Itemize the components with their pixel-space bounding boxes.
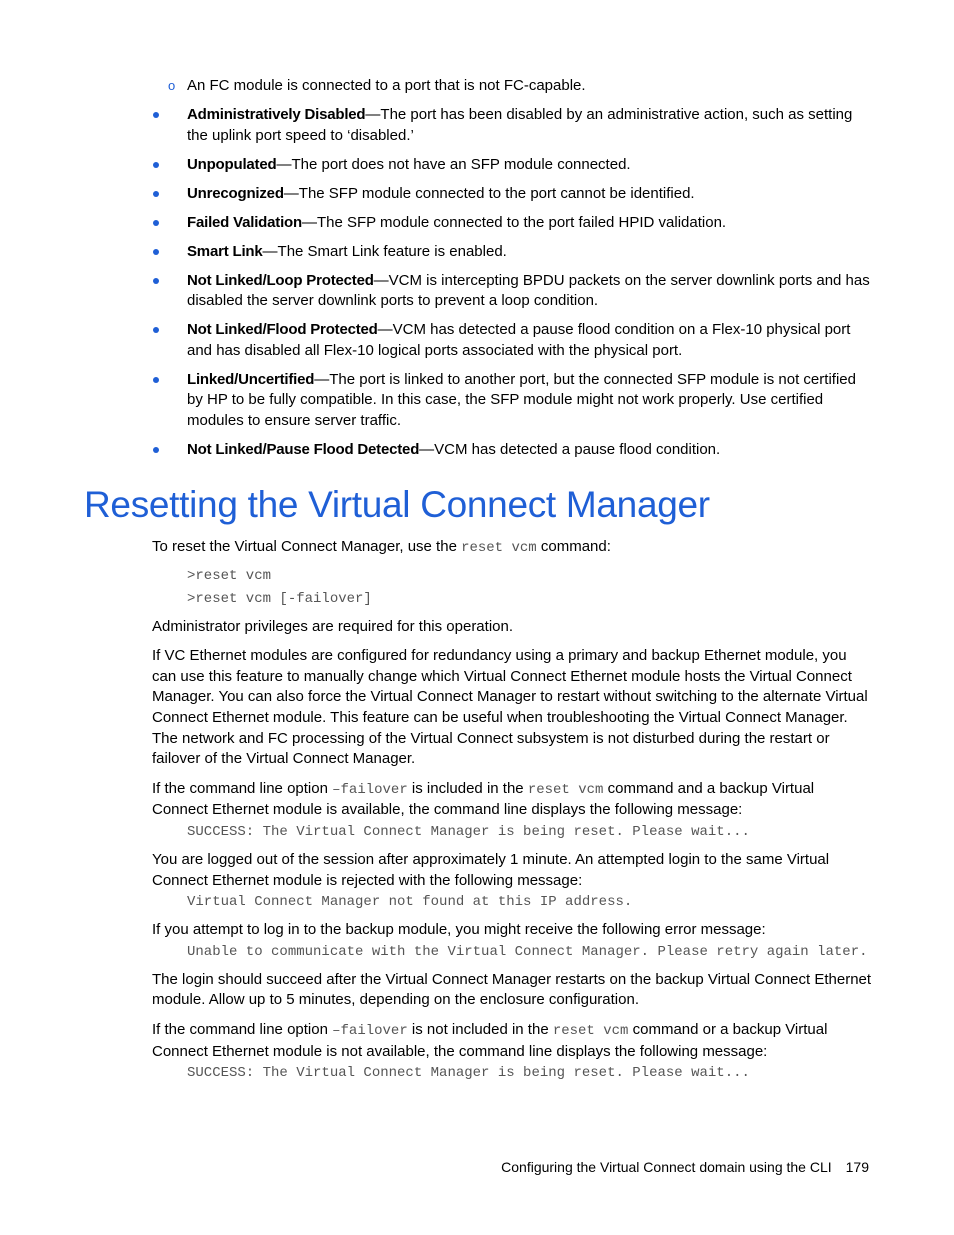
list-item-term: Not Linked/Pause Flood Detected xyxy=(187,440,420,458)
list-item xyxy=(187,184,871,205)
list-item-term: Smart Link xyxy=(187,242,263,260)
paragraph-logout: You are logged out of the session after approximately 1 minute. An attempted login to the same Virtual Connect Ethernet module is rejected with the following message: xyxy=(152,850,830,889)
bullet-icon xyxy=(153,191,159,197)
text-run: is included in the xyxy=(407,779,528,797)
list-item-term: Administratively Disabled xyxy=(187,106,366,123)
paragraph-backup-login: If you attempt to log in to the backup module, you might receive the following error message: xyxy=(152,921,766,939)
list-item xyxy=(187,105,871,146)
page-footer xyxy=(501,1157,869,1177)
list-item-term: Unrecognized xyxy=(187,184,284,202)
circle-bullet-icon: o xyxy=(168,78,176,93)
list-item-text: —The port has been disabled by an administrative action, such as setting the uplink port speed to ‘disabled.’ xyxy=(187,106,853,144)
paragraph-intro xyxy=(152,537,872,559)
bullet-icon xyxy=(153,220,159,226)
paragraph-login-succeed: The login should succeed after the Virtual Connect Manager restarts on the backup Virtual Connect Ethernet module. Allow up to 5 minutes, depending on the enclosure configuration. xyxy=(152,970,872,1009)
paragraph-no-failover xyxy=(152,1020,872,1062)
inline-code: –failover xyxy=(332,781,408,798)
inline-code: –failover xyxy=(332,1022,408,1039)
section-body xyxy=(152,537,872,1091)
list-item-term: Failed Validation xyxy=(187,213,302,231)
inline-code: reset vcm xyxy=(461,540,537,556)
code-line: >reset vcm [-failover] xyxy=(187,590,372,607)
list-item xyxy=(187,370,871,432)
bullet-icon xyxy=(153,162,159,168)
list-item-text: —The Smart Link feature is enabled. xyxy=(262,242,507,260)
list-item-term: Unpopulated xyxy=(187,155,277,173)
list-item xyxy=(187,213,871,234)
list-item-term: Linked/Uncertified xyxy=(187,370,315,388)
code-message: SUCCESS: The Virtual Connect Manager is being reset. Please wait... xyxy=(187,823,750,840)
code-message: Virtual Connect Manager not found at this IP address. xyxy=(187,894,633,911)
bullet-icon xyxy=(153,112,159,118)
list-item xyxy=(187,155,871,176)
code-message: SUCCESS: The Virtual Connect Manager is being reset. Please wait... xyxy=(187,1065,750,1082)
list-item-text: —VCM is intercepting BPDU packets on the server downlink ports and has disabled the server downlink ports to prevent a loop condition. xyxy=(187,271,870,309)
bullet-icon xyxy=(153,447,159,453)
section-heading: Resetting the Virtual Connect Manager xyxy=(84,484,710,525)
footer-title: Configuring the Virtual Connect domain using the CLI xyxy=(501,1159,832,1175)
text-run: command or a backup Virtual Connect Ethernet module is not available, the command line displays the following message: xyxy=(152,1020,828,1060)
list-item-text: —VCM has detected a pause flood condition on a Flex-10 physical port and has disabled all Flex-10 logical ports associated with the physical port. xyxy=(187,321,851,359)
list-item xyxy=(187,271,871,312)
paragraph-privileges: Administrator privileges are required for this operation. xyxy=(152,617,514,635)
list-item-term: Not Linked/Loop Protected xyxy=(187,271,374,289)
list-item-text: —The SFP module connected to the port cannot be identified. xyxy=(283,184,695,202)
list-item xyxy=(187,320,871,361)
list-item-text: —The SFP module connected to the port failed HPID validation. xyxy=(301,213,727,231)
bullet-icon xyxy=(153,377,159,383)
list-item xyxy=(187,440,871,461)
paragraph-failover xyxy=(152,779,872,821)
text-run: If the command line option xyxy=(152,779,333,797)
list-item xyxy=(187,242,871,263)
text-run: command and a backup Virtual Connect Ethernet module is available, the command line displays the following message: xyxy=(152,779,815,819)
code-line: >reset vcm xyxy=(187,567,272,584)
page-number: 179 xyxy=(845,1159,869,1175)
list-item-text: —VCM has detected a pause flood condition. xyxy=(419,440,721,458)
text-run: To reset the Virtual Connect Manager, use the xyxy=(152,538,462,555)
inline-code: reset vcm xyxy=(552,1022,629,1039)
list-item-term: Not Linked/Flood Protected xyxy=(187,321,378,338)
text-run: command: xyxy=(536,538,611,555)
bullet-icon xyxy=(153,278,159,284)
sub-list-text: An FC module is connected to a port that is not FC-capable. xyxy=(187,77,586,94)
list-item-text: —The port does not have an SFP module connected. xyxy=(276,155,631,173)
paragraph-redundancy: If VC Ethernet modules are configured for redundancy using a primary and backup Ethernet module, you can use this feature to manually change which Virtual Connect Ethernet module hosts the Virtual Connect Manager. You can also force the Virtual Connect Manager to restart without switching to the alternate Virtual Connect Ethernet module. This feature can be useful when troubleshooting the Virtual Connect Manager. The network and FC processing of the Virtual Connect subsystem is not disturbed during the restart or failover of the Virtual Connect Manager. xyxy=(152,647,868,768)
inline-code: reset vcm xyxy=(527,781,604,798)
text-run: is not included in the xyxy=(407,1020,553,1038)
bullet-icon xyxy=(153,249,159,255)
bullet-icon xyxy=(153,327,159,333)
list-item-text: —The port is linked to another port, but the connected SFP module is not certified by HP to be fully compatible. In this case, the SFP module might not work properly. Use certified modules to ensure server traffic. xyxy=(187,370,856,429)
sub-list-item xyxy=(168,76,877,96)
code-message: Unable to communicate with the Virtual Connect Manager. Please retry again later. xyxy=(187,943,868,960)
status-bullet-list xyxy=(187,105,871,469)
text-run: If the command line option xyxy=(152,1020,333,1038)
